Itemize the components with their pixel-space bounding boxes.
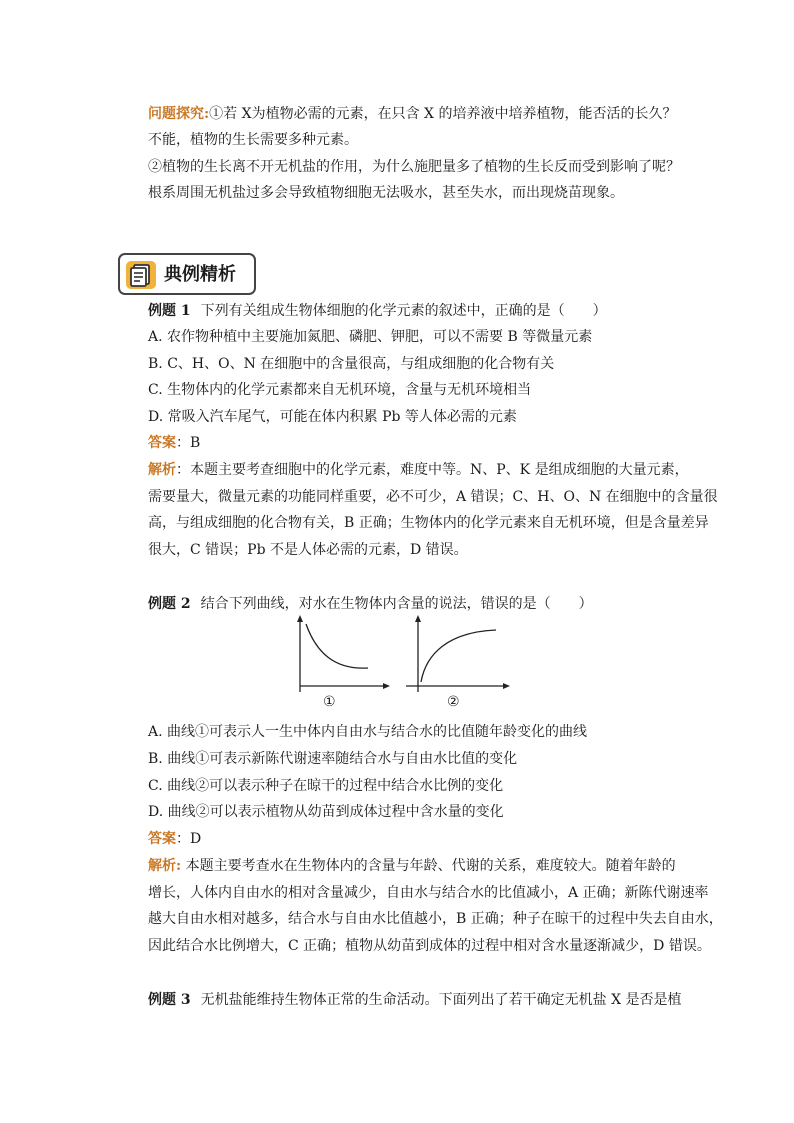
example-2-analysis-line-4: 因此结合水比例增大，C 正确；植物从幼苗到成体的过程中相对含水量逐渐减少，D 错误。 (148, 938, 711, 954)
example-2-analysis-label: 解析: (148, 858, 182, 874)
graph-2-curve (421, 630, 496, 682)
graph-increasing-curve (404, 612, 516, 696)
example-2-label: 例题 2 (148, 596, 191, 612)
example-2-answer-value: ：D (176, 831, 202, 847)
graph-2-y-arrow (415, 615, 421, 622)
example-1-analysis-line-3: 高，与组成细胞的化合物有关，B 正确；生物体内的化学元素来自无机环境，但是含量差异 (148, 515, 709, 531)
example-1-question-text: 下列有关组成生物体细胞的化学元素的叙述中，正确的是（ ） (200, 303, 607, 319)
example-1-option-c: C. 生物体内的化学元素都来自无机环境，含量与无机环境相当 (148, 382, 532, 398)
example-3-question-text: 无机盐能维持生物体正常的生命活动。下面列出了若干确定无机盐 X 是否是植 (200, 992, 682, 1008)
explore-answer-2: 根系周围无机盐过多会导致植物细胞无法吸水，甚至失水，而出现烧苗现象。 (148, 185, 624, 201)
example-2-analysis-line-2: 增长，人体内自由水的相对含量减少，自由水与结合水的比值减小，A 正确；新陈代谢速率 (148, 885, 709, 901)
example-1-label: 例题 1 (148, 303, 191, 319)
section-title: 典例精析 (164, 264, 236, 285)
graph-2-x-arrow (503, 683, 510, 689)
example-2-analysis-line-1 (148, 856, 676, 876)
graph-1-y-arrow (297, 615, 303, 622)
example-1-option-b: B. C、H、O、N 在细胞中的含量很高，与组成细胞的化合物有关 (148, 356, 555, 372)
example-2-analysis-line-3: 越大自由水相对越多，结合水与自由水比值越小，B 正确；种子在晾干的过程中失去自由水， (148, 911, 723, 927)
graph-2-label: ② (447, 694, 460, 710)
example-2-option-c: C. 曲线②可以表示种子在晾干的过程中结合水比例的变化 (148, 778, 504, 794)
section-header-box (118, 253, 256, 295)
example-2-option-b: B. 曲线①可表示新陈代谢速率随结合水与自由水比值的变化 (148, 751, 518, 767)
graph-1-x-arrow (383, 683, 390, 689)
example-1-answer (148, 433, 200, 453)
example-3-label: 例题 3 (148, 992, 191, 1008)
graph-1-label: ① (323, 694, 336, 710)
explore-q1-text: ①若 X为植物必需的元素，在只含 X 的培养液中培养植物，能否活的长久？ (209, 106, 677, 122)
example-1-analysis-line-4: 很大，C 错误；Pb 不是人体必需的元素，D 错误。 (148, 542, 468, 558)
example-2-answer (148, 829, 201, 849)
example-2-answer-label: 答案 (148, 831, 176, 847)
example-1-answer-value: ：B (176, 435, 201, 451)
example-1-analysis-line-1 (148, 460, 689, 480)
example-2-option-a: A. 曲线①可表示人一生中体内自由水与结合水的比值随年龄变化的曲线 (148, 724, 588, 740)
example-1-analysis-line-2: 需要量大，微量元素的功能同样重要，必不可少，A 错误；C、H、O、N 在细胞中的含量很 (148, 489, 718, 505)
explore-answer-1: 不能，植物的生长需要多种元素。 (148, 132, 358, 148)
example-1-analysis-text-1: ：本题主要考查细胞中的化学元素，难度中等。N、P、K 是组成细胞的大量元素， (176, 462, 689, 478)
section-header (118, 253, 256, 295)
explore-question-1 (148, 104, 676, 124)
document-icon (126, 261, 156, 289)
example-1-analysis-label: 解析 (148, 462, 176, 478)
example-1-option-d: D. 常吸入汽车尾气，可能在体内积累 Pb 等人体必需的元素 (148, 409, 517, 425)
example-2-option-d: D. 曲线②可以表示植物从幼苗到成体过程中含水量的变化 (148, 804, 504, 820)
graph-decreasing-curve (286, 612, 396, 696)
example-1-answer-label: 答案 (148, 435, 176, 451)
example-3-question (148, 990, 682, 1010)
example-1-option-a: A. 农作物种植中主要施加氮肥、磷肥、钾肥，可以不需要 B 等微量元素 (148, 329, 593, 345)
explore-label: 问题探究: (148, 106, 210, 122)
graph-1-curve (306, 624, 368, 668)
explore-question-2: ②植物的生长离不开无机盐的作用，为什么施肥量多了植物的生长反而受到影响了呢？ (148, 159, 680, 175)
example-2-question-text: 结合下列曲线，对水在生物体内含量的说法，错误的是（ ） (200, 596, 593, 612)
example-1-question (148, 301, 607, 321)
example-2-question (148, 594, 593, 614)
example-2-analysis-text-1: 本题主要考查水在生物体内的含量与年龄、代谢的关系，难度较大。随着年龄的 (181, 858, 676, 874)
